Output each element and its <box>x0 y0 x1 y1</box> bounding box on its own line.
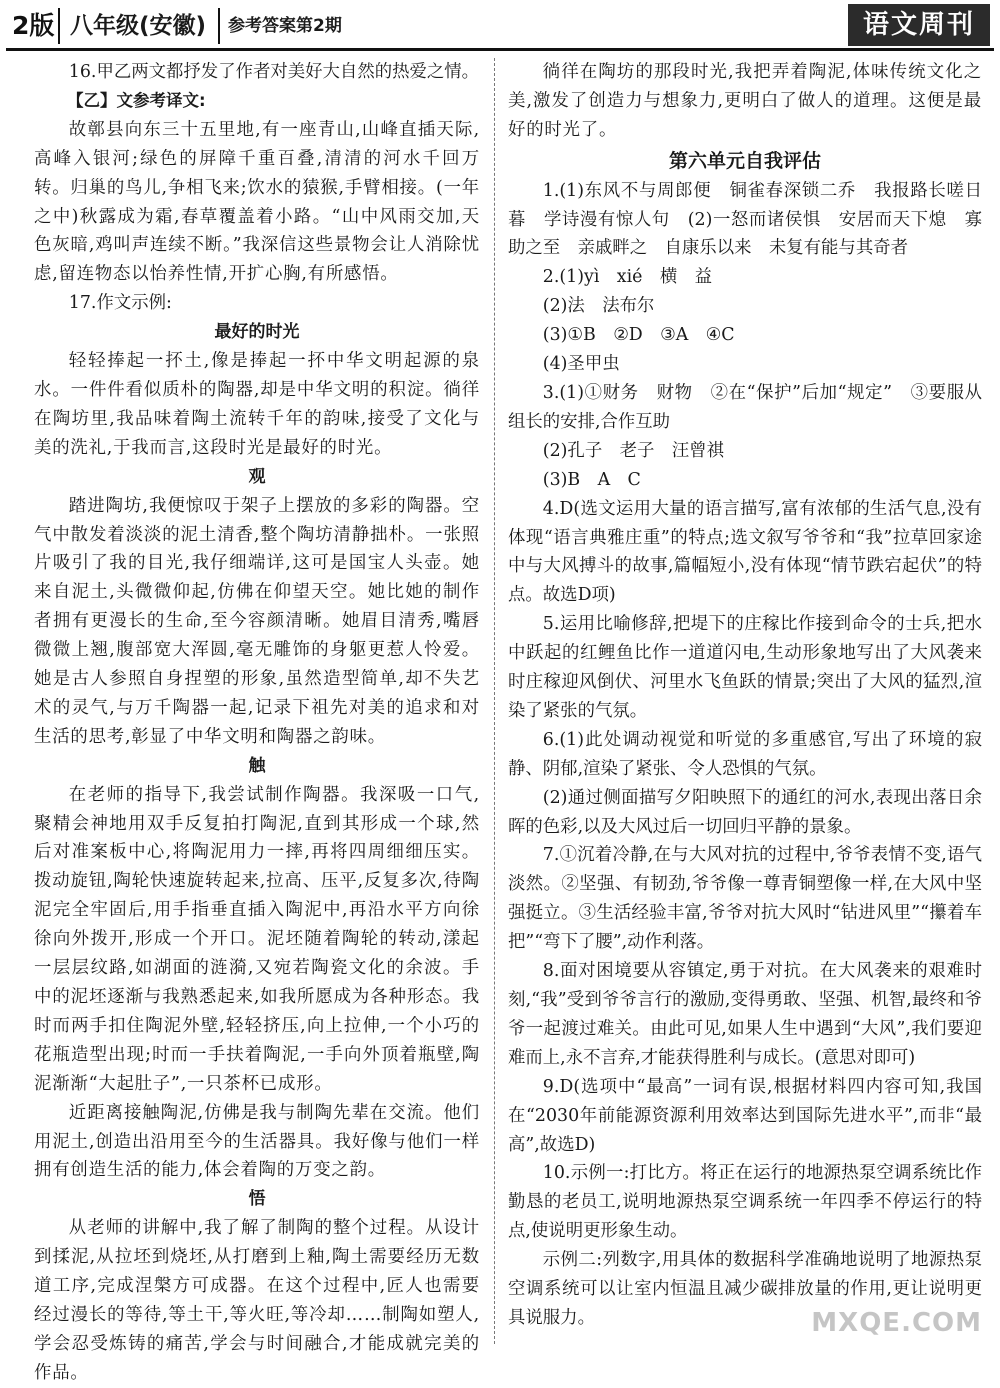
answer-4: 4.D(选文运用大量的语言描写,富有浓郁的生活气息,没有体现“语言典雅庄重”的特点;选文叙写爷爷和“我”拉草回家途中与大风搏斗的故事,篇幅短小,没有体现“情节跌宕起伏”的特点。故选D项) <box>508 498 982 606</box>
essay-intro: 轻轻捧起一抔土,像是捧起一抔中华文明起源的泉水。一件件看似质朴的陶器,却是中华文明的积淀。徜徉在陶坊里,我品味着陶土流转千年的韵味,接受了文化与美的洗礼,于我而言,这段时光是最好的时光。 <box>34 351 480 458</box>
answer-16: 16.甲乙两文都抒发了作者对美好大自然的热爱之情。 <box>68 62 480 82</box>
answer-3-3: (3)B A C <box>542 469 641 490</box>
brand-logo: 语文周刊 <box>848 4 990 46</box>
answer-2-4: (4)圣甲虫 <box>542 354 620 375</box>
answer-9: 9.D(选项中“最高”一词有误,根据材料四内容可知,我国在“2030年前能源资源利用效率达到国际先进水平”,而非“最高”,故选D) <box>508 1076 982 1155</box>
section-text: 在老师的指导下,我尝试制作陶器。我深吸一口气,聚精会神地用双手反复拍打陶泥,直到其形成一个球,然后对准案板中心,将陶泥用力一摔,再将四周细细压实。拨动旋钮,陶轮快速旋转起来,拉高、压平,反复多次,待陶泥完全牢固后,用手指垂直插入陶泥中,再沿水平方向徐徐向外拨开,形成一个开口。泥坯随着陶轮的转动,漾起一层层纹路,如湖面的涟漪,又宛若陶瓷文化的余波。手中的泥坯逐渐与我熟悉起来,如我所愿成为各种形态。我时而两手扣住陶泥外壁,轻轻挤压,向上拉伸,一个小巧的花瓶造型出现;时而一手扶着陶泥,一手向外顶着瓶壁,陶泥渐渐“大起肚子”,一只茶杯已成形。 <box>34 784 480 1094</box>
page-header <box>0 0 1000 50</box>
translation-label: 【乙】文参考译文: <box>67 90 206 110</box>
header-rule <box>6 48 994 51</box>
answer-2-2: (2)法 法布尔 <box>542 296 655 317</box>
header-separator <box>58 8 60 44</box>
section-title: 悟 <box>248 1189 266 1210</box>
answer-8: 8.面对困境要从容镇定,勇于对抗。在大风袭来的艰难时刻,“我”受到爷爷言行的激励,变得勇敢、坚强、机智,最终和爷爷一起渡过难关。由此可见,如果人生中遇到“大风”,我们要迎难而上,永不言弃,才能获得胜利与成长。(意思对即可) <box>508 961 982 1068</box>
answer-3-1: 3.(1)①财务 财物 ②在“保护”后加“规定” ③要服从组长的安排,合作互助 <box>508 382 982 432</box>
answer-2-1: 2.(1)yì xié 横 益 <box>542 267 713 288</box>
answer-2-3: (3)①B ②D ③A ④C <box>542 325 735 346</box>
issue-label: 参考答案第2期 <box>228 16 342 36</box>
section-title: 观 <box>248 466 266 487</box>
grade-label: 八年级(安徽) <box>70 13 207 39</box>
answer-6-1: 6.(1)此处调动视觉和听觉的多重感官,写出了环境的寂静、阴郁,渲染了紧张、令人恐惧的气氛。 <box>508 729 982 779</box>
left-column <box>34 58 480 1388</box>
answer-5: 5.运用比喻修辞,把堤下的庄稼比作接到命令的士兵,把水中跃起的红鲤鱼比作一道道闪电,生动形象地写出了大风袭来时庄稼迎风倒伏、河里水飞鱼跃的情景;突出了大风的猛烈,渲染了紧张的气氛。 <box>508 614 982 721</box>
page-number-label: 2版 <box>12 11 55 40</box>
answer-17: 17.作文示例: <box>68 293 172 314</box>
section-title: 触 <box>248 755 266 776</box>
right-column <box>508 58 982 1333</box>
answer-10-2: 示例二:列数字,用具体的数据科学准确地说明了地源热泵空调系统可以让室内恒温且减少碳排放量的作用,更让说明更具说服力。 <box>508 1250 982 1328</box>
essay-ending: 徜徉在陶坊的那段时光,我把弄着陶泥,体味传统文化之美,激发了创造力与想象力,更明白了做人的道理。这便是最好的时光了。 <box>508 62 982 140</box>
unit-title: 第六单元自我评估 <box>668 149 821 172</box>
watermark: MXQE.COM <box>811 1308 982 1338</box>
section-text: 近距离接触陶泥,仿佛是我与制陶先辈在交流。他们用泥土,创造出沿用至今的生活器具。我好像与他们一样拥有创造生活的能力,体会着陶的万变之韵。 <box>34 1102 480 1181</box>
answer-10-1: 10.示例一:打比方。将正在运行的地源热泵空调系统比作勤恳的老员工,说明地源热泵空调系统一年四季不停运行的特点,使说明更形象生动。 <box>508 1163 982 1242</box>
answer-7: 7.①沉着冷静,在与大风对抗的过程中,爷爷表情不变,语气淡然。②坚强、有韧劲,爷爷像一尊青铜塑像一样,在大风中坚强挺立。③生活经验丰富,爷爷对抗大风时“钻进风里”“攥着车把”“弯下了腰”,动作利落。 <box>508 845 982 953</box>
answer-6-2: (2)通过侧面描写夕阳映照下的通红的河水,表现出落日余晖的色彩,以及大风过后一切回归平静的景象。 <box>508 787 982 837</box>
column-divider <box>494 58 495 1344</box>
header-separator <box>218 8 220 44</box>
answer-1: 1.(1)东风不与周郎便 铜雀春深锁二乔 我报路长嗟日暮 学诗漫有惊人句 (2)一怒而诸侯惧 安居而天下熄 寡助之至 亲戚畔之 自康乐以来 未复有能与其奇者 <box>508 180 982 259</box>
answer-3-2: (2)孔子 老子 汪曾祺 <box>542 440 724 461</box>
section-text: 踏进陶坊,我便惊叹于架子上摆放的多彩的陶器。空气中散发着淡淡的泥土清香,整个陶坊清静拙朴。一张照片吸引了我的目光,我仔细端详,这可是国宝人头壶。她来自泥土,头微微仰起,仿佛在仰望天空。她比她的制作者拥有更漫长的生命,至今容颜清晰。她眉目清秀,嘴唇微微上翘,腹部宽大浑圆,毫无雕饰的身躯更惹人怜爱。她是古人参照自身捏塑的形象,虽然造型简单,却不失艺术的灵气,与万千陶器一起,记录下祖先对美的追求和对生活的思考,彰显了中华文明和陶器之韵味。 <box>34 495 480 747</box>
section-text: 从老师的讲解中,我了解了制陶的整个过程。从设计到揉泥,从拉坯到烧坯,从打磨到上釉,陶土需要经历无数道工序,完成涅槃方可成器。在这个过程中,匠人也需要经过漫长的等待,等土干,等火旺,等冷却……制陶如塑人,学会忍受炼铸的痛苦,学会与时间融合,才能成就完美的作品。 <box>34 1218 480 1383</box>
translation-text: 故鄣县向东三十五里地,有一座青山,山峰直插天际,高峰入银河;绿色的屏障千重百叠,清清的河水千回万转。归巢的鸟儿,争相飞来;饮水的猿猴,手臂相接。(一年之中)秋露成为霜,春草覆盖着小路。“山中风雨交加,天色灰暗,鸡叫声连续不断。”我深信这些景物会让人消除忧虑,留连物态以怡养性情,开扩心胸,有所感悟。 <box>34 119 480 285</box>
essay-title: 最好的时光 <box>214 322 300 343</box>
